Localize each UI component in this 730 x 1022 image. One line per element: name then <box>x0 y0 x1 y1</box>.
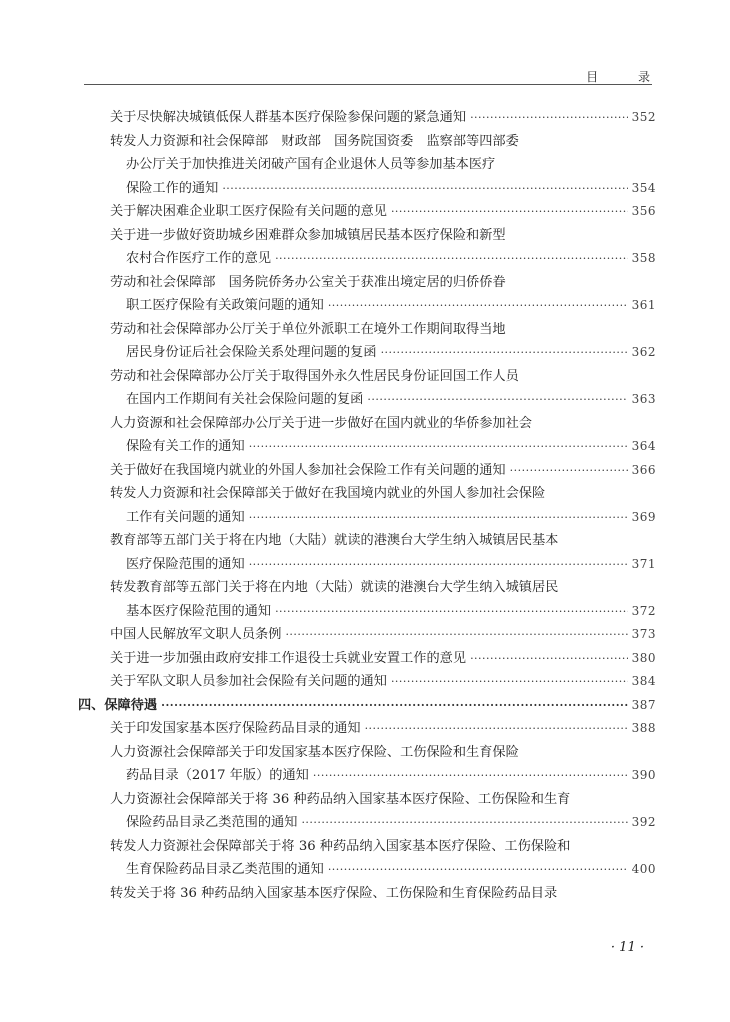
toc-entry <box>78 153 656 177</box>
toc-entry-title: 劳动和社会保障部 国务院侨务办公室关于获准出境定居的归侨侨眷 <box>110 274 506 290</box>
toc-page-number: 372 <box>631 603 656 618</box>
dot-leader <box>161 694 627 718</box>
dot-leader <box>367 388 627 412</box>
toc-page-number: 400 <box>631 862 656 876</box>
dot-leader <box>365 717 628 741</box>
running-head-title: 目 录 <box>586 70 668 84</box>
toc-page-number: 390 <box>631 768 656 782</box>
toc-entry <box>78 647 656 671</box>
toc-entry <box>78 717 656 741</box>
toc-entry <box>78 576 656 600</box>
toc-entry-title: 关于进一步做好资助城乡困难群众参加城镇居民基本医疗保险和新型 <box>110 227 506 243</box>
toc-page-number: 387 <box>631 697 656 712</box>
toc-entry-title: 转发人力资源和社会保障部 财政部 国务院国资委 监察部等四部委 <box>110 133 519 149</box>
dot-leader <box>285 623 627 647</box>
toc-entry <box>78 529 656 553</box>
toc-entry-title: 转发人力资源社会保障部关于将 36 种药品纳入国家基本医疗保险、工伤保险和 <box>110 838 571 854</box>
toc-entry-title: 中国人民解放军文职人员条例 <box>110 627 282 642</box>
toc-entry <box>78 811 656 835</box>
toc-page-number: 384 <box>631 674 656 688</box>
dot-leader <box>391 200 628 224</box>
toc-entry <box>78 506 656 530</box>
toc-entry <box>78 341 656 365</box>
toc-entry <box>78 670 656 694</box>
toc-entry-title: 关于军队文职人员参加社会保险有关问题的通知 <box>110 674 387 689</box>
toc-entry <box>78 247 656 271</box>
toc-entry <box>78 482 656 506</box>
toc-entry-title: 药品目录（2017 年版）的通知 <box>126 768 309 783</box>
toc-entry-title: 关于印发国家基本医疗保险药品目录的通知 <box>110 721 361 736</box>
dot-leader <box>222 177 627 201</box>
toc-entry <box>78 294 656 318</box>
toc-entry <box>78 412 656 436</box>
dot-leader <box>328 294 628 318</box>
toc-entry-title: 转发关于将 36 种药品纳入国家基本医疗保险、工伤保险和生育保险药品目录 <box>110 885 558 901</box>
toc-entry-title: 教育部等五部门关于将在内地（大陆）就读的港澳台大学生纳入城镇居民基本 <box>110 533 559 548</box>
toc-entry <box>78 106 656 130</box>
toc-entry-title: 关于尽快解决城镇低保人群基本医疗保险参保问题的紧急通知 <box>110 110 467 125</box>
toc-entry <box>78 177 656 201</box>
toc-page-number: 364 <box>631 439 656 453</box>
toc-entry <box>78 600 656 624</box>
toc-page-number: 392 <box>631 815 656 829</box>
toc-entry-title: 基本医疗保险范围的通知 <box>126 603 272 619</box>
toc-page-number: 380 <box>631 650 656 665</box>
toc-entry-title: 保险有关工作的通知 <box>126 439 245 454</box>
toc-entry <box>78 882 656 906</box>
toc-entry <box>78 318 656 342</box>
toc-page-number: 362 <box>631 345 656 359</box>
toc-page-number: 373 <box>631 627 656 641</box>
dot-leader <box>470 647 628 671</box>
toc-entry <box>78 130 656 154</box>
toc-entry-title: 转发教育部等五部门关于将在内地（大陆）就读的港澳台大学生纳入城镇居民 <box>110 580 559 595</box>
toc-entry-title: 关于进一步加强由政府安排工作退役士兵就业安置工作的意见 <box>110 650 467 666</box>
toc-page-number: 358 <box>631 251 656 265</box>
toc-entry <box>78 858 656 882</box>
toc-entry <box>78 553 656 577</box>
toc-entry <box>78 365 656 389</box>
dot-leader <box>249 553 628 577</box>
toc-page-number: 363 <box>631 392 656 406</box>
toc-entry-title: 职工医疗保险有关政策问题的通知 <box>126 298 324 313</box>
toc-entry-title: 保险工作的通知 <box>126 180 219 196</box>
toc-entry <box>78 271 656 295</box>
dot-leader <box>249 506 628 530</box>
toc-entry <box>78 764 656 788</box>
dot-leader <box>275 247 628 271</box>
toc-page-number: 369 <box>631 509 656 524</box>
toc-entry-title: 保险药品目录乙类范围的通知 <box>126 815 298 830</box>
dot-leader <box>510 459 628 483</box>
toc-entry-title: 医疗保险范围的通知 <box>126 556 245 572</box>
toc-entry <box>78 741 656 765</box>
dot-leader <box>275 600 628 624</box>
toc-entry <box>78 623 656 647</box>
toc-entry-title: 人力资源社会保障部关于印发国家基本医疗保险、工伤保险和生育保险 <box>110 744 519 760</box>
toc-entry-title: 在国内工作期间有关社会保险问题的复函 <box>126 392 364 407</box>
toc-entry <box>78 788 656 812</box>
toc-entry <box>78 435 656 459</box>
toc-entry-title: 办公厅关于加快推进关闭破产国有企业退休人员等参加基本医疗 <box>126 157 496 172</box>
toc-entry-title: 人力资源社会保障部关于将 36 种药品纳入国家基本医疗保险、工伤保险和生育 <box>110 791 571 807</box>
toc-page-number: 356 <box>631 204 656 218</box>
page-number: · 11 · <box>610 940 644 955</box>
toc-section-heading <box>78 694 656 718</box>
toc-entry-title: 人力资源和社会保障部办公厅关于进一步做好在国内就业的华侨参加社会 <box>110 415 532 431</box>
toc-entry-title: 关于做好在我国境内就业的外国人参加社会保险工作有关问题的通知 <box>110 462 506 478</box>
dot-leader <box>381 341 628 365</box>
toc-page-number: 352 <box>631 110 656 124</box>
toc-entry-title: 四、保障待遇 <box>78 697 158 713</box>
dot-leader <box>328 858 628 882</box>
dot-leader <box>301 811 627 835</box>
toc-page-number: 388 <box>631 721 656 735</box>
toc-page-number: 366 <box>631 462 656 477</box>
toc-entry <box>78 459 656 483</box>
toc-entry-title: 农村合作医疗工作的意见 <box>126 251 272 266</box>
dot-leader <box>391 670 628 694</box>
running-head <box>84 62 668 85</box>
toc-entry-title: 劳动和社会保障部办公厅关于单位外派职工在境外工作期间取得当地 <box>110 321 506 337</box>
toc-entry-title: 生育保险药品目录乙类范围的通知 <box>126 862 324 877</box>
toc-entry-title: 居民身份证后社会保险关系处理问题的复函 <box>126 345 377 360</box>
toc-entry-title: 工作有关问题的通知 <box>126 509 245 525</box>
toc-entry-title: 关于解决困难企业职工医疗保险有关问题的意见 <box>110 204 387 219</box>
toc-entry-title: 转发人力资源和社会保障部关于做好在我国境内就业的外国人参加社会保险 <box>110 486 546 501</box>
toc-entry <box>78 200 656 224</box>
toc-page-number: 354 <box>631 180 656 195</box>
toc-page-number: 371 <box>631 556 656 571</box>
dot-leader <box>313 764 628 788</box>
dot-leader <box>470 106 628 130</box>
toc-entry <box>78 388 656 412</box>
toc-entry <box>78 835 656 859</box>
toc-page-number: 361 <box>631 298 656 312</box>
toc-entry <box>78 224 656 248</box>
table-of-contents <box>78 106 656 905</box>
toc-entry-title: 劳动和社会保障部办公厅关于取得国外永久性居民身份证回国工作人员 <box>110 368 519 384</box>
dot-leader <box>249 435 628 459</box>
